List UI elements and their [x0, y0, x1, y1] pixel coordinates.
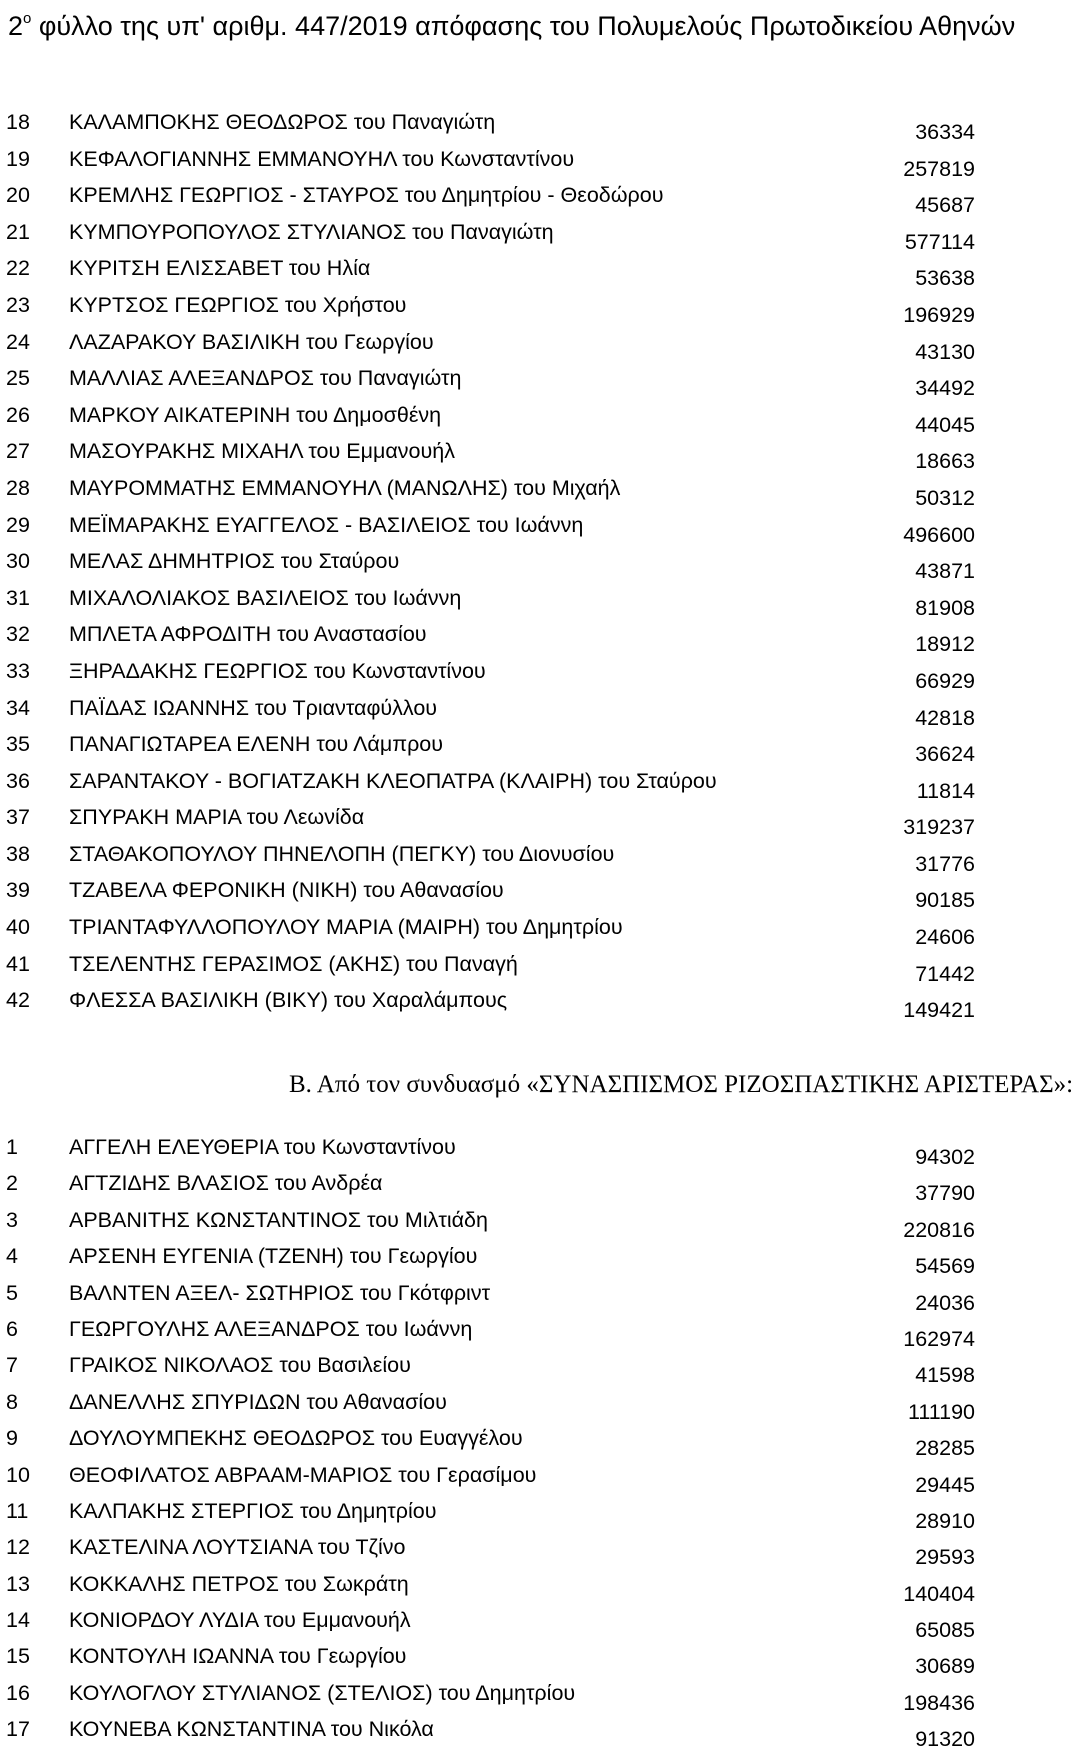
candidate-votes: 111190	[908, 1399, 975, 1424]
list-item	[0, 1496, 1024, 1532]
candidate-votes: 65085	[915, 1618, 975, 1643]
candidate-number: 32	[6, 622, 30, 647]
candidate-name: ΔΟΥΛΟΥΜΠΕΚΗΣ ΘΕΟΔΩΡΟΣ του Ευαγγέλου	[69, 1426, 523, 1451]
candidate-list-b	[0, 1132, 1024, 1751]
candidate-number: 36	[6, 768, 30, 793]
candidate-number: 14	[6, 1608, 30, 1633]
candidate-votes: 41598	[915, 1363, 975, 1388]
candidate-name: ΘΕΟΦΙΛΑΤΟΣ ΑΒΡΑΑΜ-ΜΑΡΙΟΣ του Γερασίμου	[69, 1462, 537, 1487]
candidate-votes: 30689	[915, 1654, 975, 1679]
list-item	[0, 656, 1024, 693]
candidate-votes: 18912	[915, 632, 975, 657]
list-item	[0, 180, 1024, 217]
candidate-name: ΚΟΝΤΟΥΛΗ ΙΩΑΝΝΑ του Γεωργίου	[69, 1644, 407, 1669]
candidate-votes: 319237	[903, 815, 975, 840]
list-item	[0, 1641, 1024, 1677]
list-item	[0, 363, 1024, 400]
list-item	[0, 107, 1024, 144]
candidate-name: ΚΥΜΠΟΥΡΟΠΟΥΛΟΣ ΣΤΥΛΙΑΝΟΣ του Παναγιώτη	[69, 219, 554, 244]
candidate-name: ΚΟΥΛΟΓΛΟΥ ΣΤΥΛΙΑΝΟΣ (ΣΤΕΛΙΟΣ) του Δημητρίου	[69, 1680, 576, 1705]
candidate-number: 42	[6, 988, 30, 1013]
candidate-votes: 42818	[915, 705, 975, 730]
list-item	[0, 1569, 1024, 1605]
candidate-name: ΜΑΥΡΟΜΜΑΤΗΣ ΕΜΜΑΝΟΥΗΛ (ΜΑΝΩΛΗΣ) του Μιχαήλ	[69, 475, 621, 500]
section-b-heading: Β. Από τον συνδυασμό «ΣΥΝΑΣΠΙΣΜΟΣ ΡΙΖΟΣΠΑΣΤΙΚΗΣ ΑΡΙΣΤΕΡΑΣ»:	[289, 1071, 1073, 1098]
candidate-votes: 50312	[915, 485, 975, 510]
candidate-name: ΜΙΧΑΛΟΛΙΑΚΟΣ ΒΑΣΙΛΕΙΟΣ του Ιωάννη	[69, 585, 462, 610]
candidate-number: 35	[6, 732, 30, 757]
candidate-number: 15	[6, 1644, 30, 1669]
candidate-name: ΛΑΖΑΡΑΚΟΥ ΒΑΣΙΛΙΚΗ του Γεωργίου	[69, 329, 434, 354]
list-item	[0, 875, 1024, 912]
candidate-votes: 220816	[903, 1217, 975, 1242]
list-item	[0, 144, 1024, 181]
list-item	[0, 1132, 1024, 1168]
candidate-votes: 34492	[915, 376, 975, 401]
candidate-votes: 577114	[904, 229, 975, 254]
candidate-votes: 43130	[915, 339, 975, 364]
candidate-votes: 45687	[915, 193, 975, 218]
candidate-name: ΦΛΕΣΣΑ ΒΑΣΙΛΙΚΗ (ΒΙΚΥ) του Χαραλάμπους	[69, 988, 508, 1013]
list-item	[0, 619, 1024, 656]
candidate-votes: 36334	[915, 120, 975, 144]
list-item	[0, 1532, 1024, 1568]
list-item	[0, 1605, 1024, 1641]
ordinal-suffix: ο	[23, 10, 32, 27]
list-item	[0, 1350, 1024, 1386]
candidate-number: 5	[6, 1280, 18, 1305]
candidate-name: ΚΥΡΙΤΣΗ ΕΛΙΣΣΑΒΕΤ του Ηλία	[69, 256, 371, 281]
candidate-name: ΚΥΡΤΣΟΣ ΓΕΩΡΓΙΟΣ του Χρήστου	[69, 292, 407, 317]
candidate-number: 17	[6, 1717, 30, 1742]
candidate-number: 11	[6, 1498, 29, 1523]
list-item	[0, 546, 1024, 583]
candidate-name: ΚΟΝΙΟΡΔΟΥ ΛΥΔΙΑ του Εμμανουήλ	[69, 1608, 411, 1633]
candidate-votes: 24036	[915, 1290, 975, 1315]
list-item	[0, 766, 1024, 803]
candidate-number: 18	[6, 110, 30, 134]
list-item	[0, 729, 1024, 766]
candidate-number: 21	[6, 219, 30, 244]
candidate-number: 3	[6, 1207, 18, 1232]
candidate-number: 27	[6, 439, 30, 464]
candidate-number: 19	[6, 146, 30, 171]
list-item	[0, 1678, 1024, 1714]
list-item	[0, 510, 1024, 547]
candidate-number: 26	[6, 402, 30, 427]
candidate-votes: 496600	[903, 522, 975, 547]
candidate-number: 4	[6, 1244, 18, 1269]
candidate-number: 23	[6, 292, 30, 317]
candidate-name: ΑΡΣΕΝΗ ΕΥΓΕΝΙΑ (ΤΖΕΝΗ) του Γεωργίου	[69, 1244, 478, 1269]
candidate-number: 25	[6, 366, 30, 391]
list-item	[0, 473, 1024, 510]
candidate-name: ΚΑΛΑΜΠΟΚΗΣ ΘΕΟΔΩΡΟΣ του Παναγιώτη	[69, 110, 496, 134]
candidate-number: 31	[6, 585, 30, 610]
candidate-list-a	[0, 107, 1024, 1022]
header-text: φύλλο της υπ' αριθμ. 447/2019 απόφασης του Πολυμελούς Πρωτοδικείου Αθηνών	[31, 11, 1016, 41]
candidate-number: 8	[6, 1389, 18, 1414]
candidate-name: ΜΠΛΕΤΑ ΑΦΡΟΔΙΤΗ του Αναστασίου	[69, 622, 427, 647]
candidate-votes: 29593	[915, 1545, 975, 1570]
candidate-number: 2	[6, 1171, 18, 1196]
list-item	[0, 253, 1024, 290]
list-item	[0, 839, 1024, 876]
candidate-votes: 66929	[915, 668, 975, 693]
candidate-votes: 149421	[903, 998, 975, 1023]
candidate-name: ΑΡΒΑΝΙΤΗΣ ΚΩΝΣΤΑΝΤΙΝΟΣ του Μιλτιάδη	[69, 1207, 488, 1232]
candidate-name: ΒΑΛΝΤΕΝ ΑΞΕΛ- ΣΩΤΗΡΙΟΣ του Γκότφριντ	[69, 1280, 491, 1305]
candidate-votes: 53638	[915, 266, 975, 291]
list-item	[0, 802, 1024, 839]
list-item	[0, 1314, 1024, 1350]
candidate-votes: 11814	[916, 778, 975, 803]
page-number: 2	[8, 11, 24, 41]
candidate-name: ΤΖΑΒΕΛΑ ΦΕΡΟΝΙΚΗ (ΝΙΚΗ) του Αθανασίου	[69, 878, 504, 903]
candidate-number: 13	[6, 1571, 30, 1596]
candidate-name: ΓΡΑΙΚΟΣ ΝΙΚΟΛΑΟΣ του Βασιλείου	[69, 1353, 411, 1378]
candidate-number: 40	[6, 915, 30, 940]
candidate-votes: 198436	[903, 1690, 975, 1715]
candidate-votes: 257819	[903, 156, 975, 181]
candidate-name: ΓΕΩΡΓΟΥΛΗΣ ΑΛΕΞΑΝΔΡΟΣ του Ιωάννη	[69, 1316, 473, 1341]
candidate-votes: 31776	[915, 851, 975, 876]
list-item	[0, 290, 1024, 327]
candidate-number: 22	[6, 256, 30, 281]
candidate-name: ΣΤΑΘΑΚΟΠΟΥΛΟΥ ΠΗΝΕΛΟΠΗ (ΠΕΓΚΥ) του Διονυσίου	[69, 841, 615, 866]
candidate-votes: 162974	[903, 1326, 975, 1351]
candidate-name: ΚΑΣΤΕΛΙΝΑ ΛΟΥΤΣΙΑΝΑ του Τζίνο	[69, 1535, 406, 1560]
list-item	[0, 400, 1024, 437]
candidate-votes: 18663	[915, 449, 975, 474]
candidate-votes: 29445	[915, 1472, 975, 1497]
candidate-votes: 24606	[915, 925, 975, 950]
candidate-votes: 90185	[915, 888, 975, 913]
candidate-number: 9	[6, 1426, 18, 1451]
candidate-votes: 81908	[915, 595, 975, 620]
candidate-votes: 94302	[915, 1145, 975, 1169]
candidate-name: ΣΑΡΑΝΤΑΚΟΥ - ΒΟΓΙΑΤΖΑΚΗ ΚΛΕΟΠΑΤΡΑ (ΚΛΑΙΡΗ) του Σταύρου	[69, 768, 717, 793]
candidate-number: 1	[6, 1135, 18, 1159]
candidate-number: 34	[6, 695, 30, 720]
candidate-name: ΜΕΪΜΑΡΑΚΗΣ ΕΥΑΓΓΕΛΟΣ - ΒΑΣΙΛΕΙΟΣ του Ιωάννη	[69, 512, 584, 537]
list-item	[0, 1205, 1024, 1241]
list-item	[0, 583, 1024, 620]
candidate-name: ΞΗΡΑΔΑΚΗΣ ΓΕΩΡΓΙΟΣ του Κωνσταντίνου	[69, 658, 486, 683]
candidate-name: ΚΕΦΑΛΟΓΙΑΝΝΗΣ ΕΜΜΑΝΟΥΗΛ του Κωνσταντίνου	[69, 146, 575, 171]
page-header	[8, 4, 1015, 41]
candidate-number: 30	[6, 549, 30, 574]
candidate-name: ΜΑΛΛΙΑΣ ΑΛΕΞΑΝΔΡΟΣ του Παναγιώτη	[69, 366, 462, 391]
candidate-votes: 91320	[915, 1727, 975, 1752]
list-item	[0, 1714, 1024, 1750]
candidate-name: ΜΑΡΚΟΥ ΑΙΚΑΤΕΡΙΝΗ του Δημοσθένη	[69, 402, 442, 427]
candidate-name: ΚΟΚΚΑΛΗΣ ΠΕΤΡΟΣ του Σωκράτη	[69, 1571, 409, 1596]
candidate-number: 38	[6, 841, 30, 866]
candidate-name: ΔΑΝΕΛΛΗΣ ΣΠΥΡΙΔΩΝ του Αθανασίου	[69, 1389, 447, 1414]
candidate-number: 7	[6, 1353, 18, 1378]
candidate-number: 16	[6, 1680, 30, 1705]
candidate-votes: 71442	[915, 961, 975, 986]
candidate-votes: 54569	[915, 1254, 975, 1279]
list-item	[0, 985, 1024, 1022]
candidate-votes: 43871	[915, 559, 975, 584]
candidate-number: 10	[6, 1462, 30, 1487]
candidate-number: 29	[6, 512, 30, 537]
candidate-votes: 37790	[915, 1181, 975, 1206]
candidate-name: ΜΑΣΟΥΡΑΚΗΣ ΜΙΧΑΗΛ του Εμμανουήλ	[69, 439, 455, 464]
candidate-name: ΠΑΪΔΑΣ ΙΩΑΝΝΗΣ του Τριανταφύλλου	[69, 695, 438, 720]
candidate-votes: 196929	[903, 302, 975, 327]
list-item	[0, 1423, 1024, 1459]
candidate-name: ΚΑΛΠΑΚΗΣ ΣΤΕΡΓΙΟΣ του Δημητρίου	[69, 1498, 437, 1523]
list-item	[0, 949, 1024, 986]
candidate-name: ΚΡΕΜΛΗΣ ΓΕΩΡΓΙΟΣ - ΣΤΑΥΡΟΣ του Δημητρίου - Θεοδώρου	[69, 183, 664, 208]
candidate-number: 28	[6, 475, 30, 500]
list-item	[0, 327, 1024, 364]
candidate-name: ΑΓΓΕΛΗ ΕΛΕΥΘΕΡΙΑ του Κωνσταντίνου	[69, 1135, 456, 1159]
candidate-votes: 28910	[915, 1508, 975, 1533]
list-item	[0, 912, 1024, 949]
candidate-name: ΑΓΤΖΙΔΗΣ ΒΛΑΣΙΟΣ του Ανδρέα	[69, 1171, 383, 1196]
list-item	[0, 1387, 1024, 1423]
list-item	[0, 1241, 1024, 1277]
list-item	[0, 217, 1024, 254]
candidate-name: ΠΑΝΑΓΙΩΤΑΡΕΑ ΕΛΕΝΗ του Λάμπρου	[69, 732, 444, 757]
candidate-votes: 36624	[915, 742, 975, 767]
candidate-number: 41	[6, 951, 30, 976]
list-item	[0, 693, 1024, 730]
list-item	[0, 436, 1024, 473]
candidate-name: ΚΟΥΝΕΒΑ ΚΩΝΣΤΑΝΤΙΝΑ του Νικόλα	[69, 1717, 434, 1742]
list-item	[0, 1278, 1024, 1314]
candidate-name: ΣΠΥΡΑΚΗ ΜΑΡΙΑ του Λεωνίδα	[69, 805, 365, 830]
list-item	[0, 1460, 1024, 1496]
candidate-name: ΤΡΙΑΝΤΑΦΥΛΛΟΠΟΥΛΟΥ ΜΑΡΙΑ (ΜΑΙΡΗ) του Δημητρίου	[69, 915, 623, 940]
candidate-votes: 44045	[915, 412, 975, 437]
candidate-number: 33	[6, 658, 30, 683]
candidate-number: 6	[6, 1316, 18, 1341]
candidate-name: ΜΕΛΑΣ ΔΗΜΗΤΡΙΟΣ του Σταύρου	[69, 549, 400, 574]
list-item	[0, 1168, 1024, 1204]
candidate-number: 12	[6, 1535, 30, 1560]
candidate-number: 37	[6, 805, 30, 830]
candidate-number: 24	[6, 329, 30, 354]
candidate-votes: 140404	[903, 1581, 975, 1606]
candidate-number: 20	[6, 183, 30, 208]
candidate-votes: 28285	[915, 1436, 975, 1461]
candidate-number: 39	[6, 878, 30, 903]
candidate-name: ΤΣΕΛΕΝΤΗΣ ΓΕΡΑΣΙΜΟΣ (ΑΚΗΣ) του Παναγή	[69, 951, 518, 976]
